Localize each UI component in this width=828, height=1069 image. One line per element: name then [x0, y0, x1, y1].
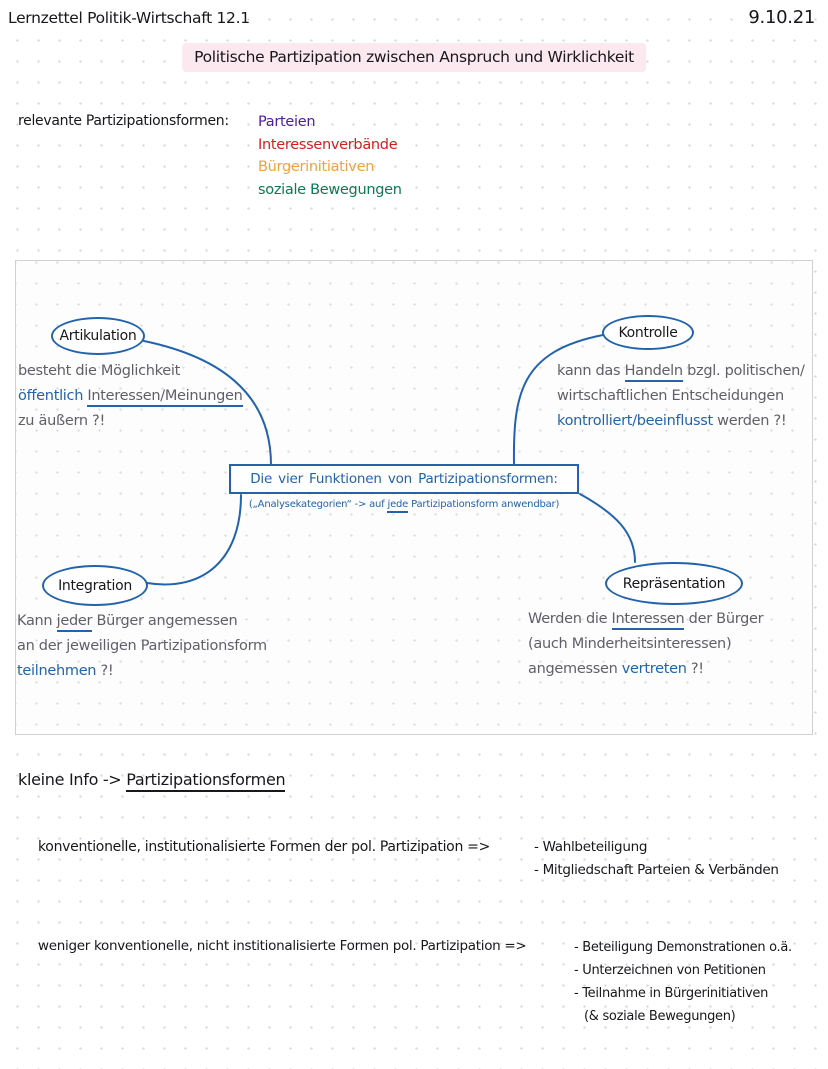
kontrolle-line3: [557, 409, 805, 434]
integration-line2: an der jeweiligen Partizipationsform: [17, 638, 267, 654]
central-box-note-post: Partizipationsform anwendbar): [408, 499, 560, 510]
repraesentation-line3-pre: angemessen: [528, 661, 622, 677]
repraesentation-line2: (auch Minderheitsinteressen): [528, 636, 732, 652]
central-box-note-underlined: jede: [387, 499, 408, 513]
central-box-note: [229, 499, 579, 510]
central-function-box: [229, 464, 579, 494]
node-repraesentation-label: Repräsentation: [622, 575, 726, 592]
page-header-title: Lernzettel Politik-Wirtschaft 12.1: [8, 9, 250, 27]
repraesentation-line3-blue: vertreten: [621, 661, 687, 677]
repraesentation-line1: [528, 607, 763, 632]
diagram-panel: [15, 260, 813, 735]
central-function-box-title: Die vier Funktionen von Partizipationsformen:: [250, 471, 558, 487]
bullet-buergerinitiativen: - Teilnahme in Bürgerinitiativen: [574, 986, 769, 1001]
node-repraesentation: [605, 562, 743, 605]
list-item-parteien: Parteien: [258, 114, 316, 130]
integration-line3: [17, 659, 267, 684]
list-item-soziale-bewegungen: soziale Bewegungen: [258, 181, 402, 198]
repraesentation-line1-underlined: Interessen: [612, 611, 685, 630]
info-title-underlined: Partizipationsformen: [126, 770, 285, 792]
artikulation-line2-underlined: Interessen/Meinungen: [87, 388, 242, 407]
integration-line1: [17, 609, 267, 634]
bullet-petitionen: - Unterzeichnen von Petitionen: [574, 963, 766, 978]
artikulation-description: [18, 359, 243, 434]
artikulation-line3: zu äußern ?!: [18, 413, 105, 429]
repraesentation-line1-post: der Bürger: [684, 611, 764, 627]
participation-forms-list: [258, 111, 402, 201]
main-title-container: [182, 47, 646, 66]
kontrolle-line1-underlined: Handeln: [625, 363, 683, 382]
info-section-title: [18, 770, 285, 789]
artikulation-line1: besteht die Möglichkeit: [18, 363, 180, 379]
repraesentation-description: [528, 607, 763, 682]
unconventional-forms-text: weniger konventionelle, nicht institionalisierte Formen pol. Partizipation =>: [38, 938, 527, 954]
kontrolle-description: [557, 359, 805, 434]
bullet-wahlbeteiligung: - Wahlbeteiligung: [534, 839, 648, 855]
page-date: 9.10.21: [748, 7, 815, 28]
bullet-demonstrationen: - Beteiligung Demonstrationen o.ä.: [574, 940, 792, 955]
conventional-forms-text: konventionelle, institutionalisierte Formen der pol. Partizipation =>: [38, 839, 491, 855]
node-artikulation: [51, 317, 145, 355]
list-item-buergerinitiativen: Bürgerinitiativen: [258, 159, 375, 175]
connector-repraesentation: [580, 494, 635, 562]
integration-line1-pre: Kann: [17, 613, 57, 629]
kontrolle-line3-blue: kontrolliert/beeinflusst: [557, 413, 713, 429]
integration-line1-underlined: jeder: [57, 613, 93, 632]
integration-line3-post: ?!: [96, 663, 114, 679]
artikulation-line2: [18, 384, 243, 409]
node-kontrolle-label: Kontrolle: [618, 324, 678, 341]
repraesentation-line3-post: ?!: [686, 661, 704, 677]
bullet-soziale-bewegungen: (& soziale Bewegungen): [584, 1009, 736, 1024]
repraesentation-line1-pre: Werden die: [528, 611, 612, 627]
participation-forms-label: relevante Partizipationsformen:: [18, 113, 229, 129]
connector-integration: [147, 495, 241, 584]
list-item-interessenverbaende: Interessenverbände: [258, 136, 398, 153]
conventional-forms-bullets: [534, 836, 779, 882]
repraesentation-line3: [528, 657, 763, 682]
node-kontrolle: [602, 315, 694, 350]
node-artikulation-label: Artikulation: [59, 328, 137, 344]
kontrolle-line1: [557, 359, 805, 384]
kontrolle-line1-pre: kann das: [557, 363, 625, 379]
node-integration: [42, 565, 148, 606]
main-title: Politische Partizipation zwischen Anspruch und Wirklichkeit: [182, 43, 646, 72]
integration-line1-post: Bürger angemessen: [92, 613, 238, 629]
bullet-mitgliedschaft: - Mitgliedschaft Parteien & Verbänden: [534, 862, 779, 878]
central-box-note-pre: („Analysekategorien“ -> auf: [248, 499, 388, 510]
info-title-pre: kleine Info ->: [18, 770, 127, 789]
kontrolle-line2: wirtschaftlichen Entscheidungen: [557, 388, 784, 404]
node-integration-label: Integration: [58, 577, 132, 594]
artikulation-line2-blue: öffentlich: [18, 388, 88, 404]
unconventional-forms-bullets: [574, 936, 792, 1028]
kontrolle-line3-post: werden ?!: [712, 413, 787, 429]
integration-description: [17, 609, 267, 684]
integration-line3-blue: teilnehmen: [17, 663, 97, 679]
kontrolle-line1-post: bzgl. politischen/: [682, 363, 805, 379]
